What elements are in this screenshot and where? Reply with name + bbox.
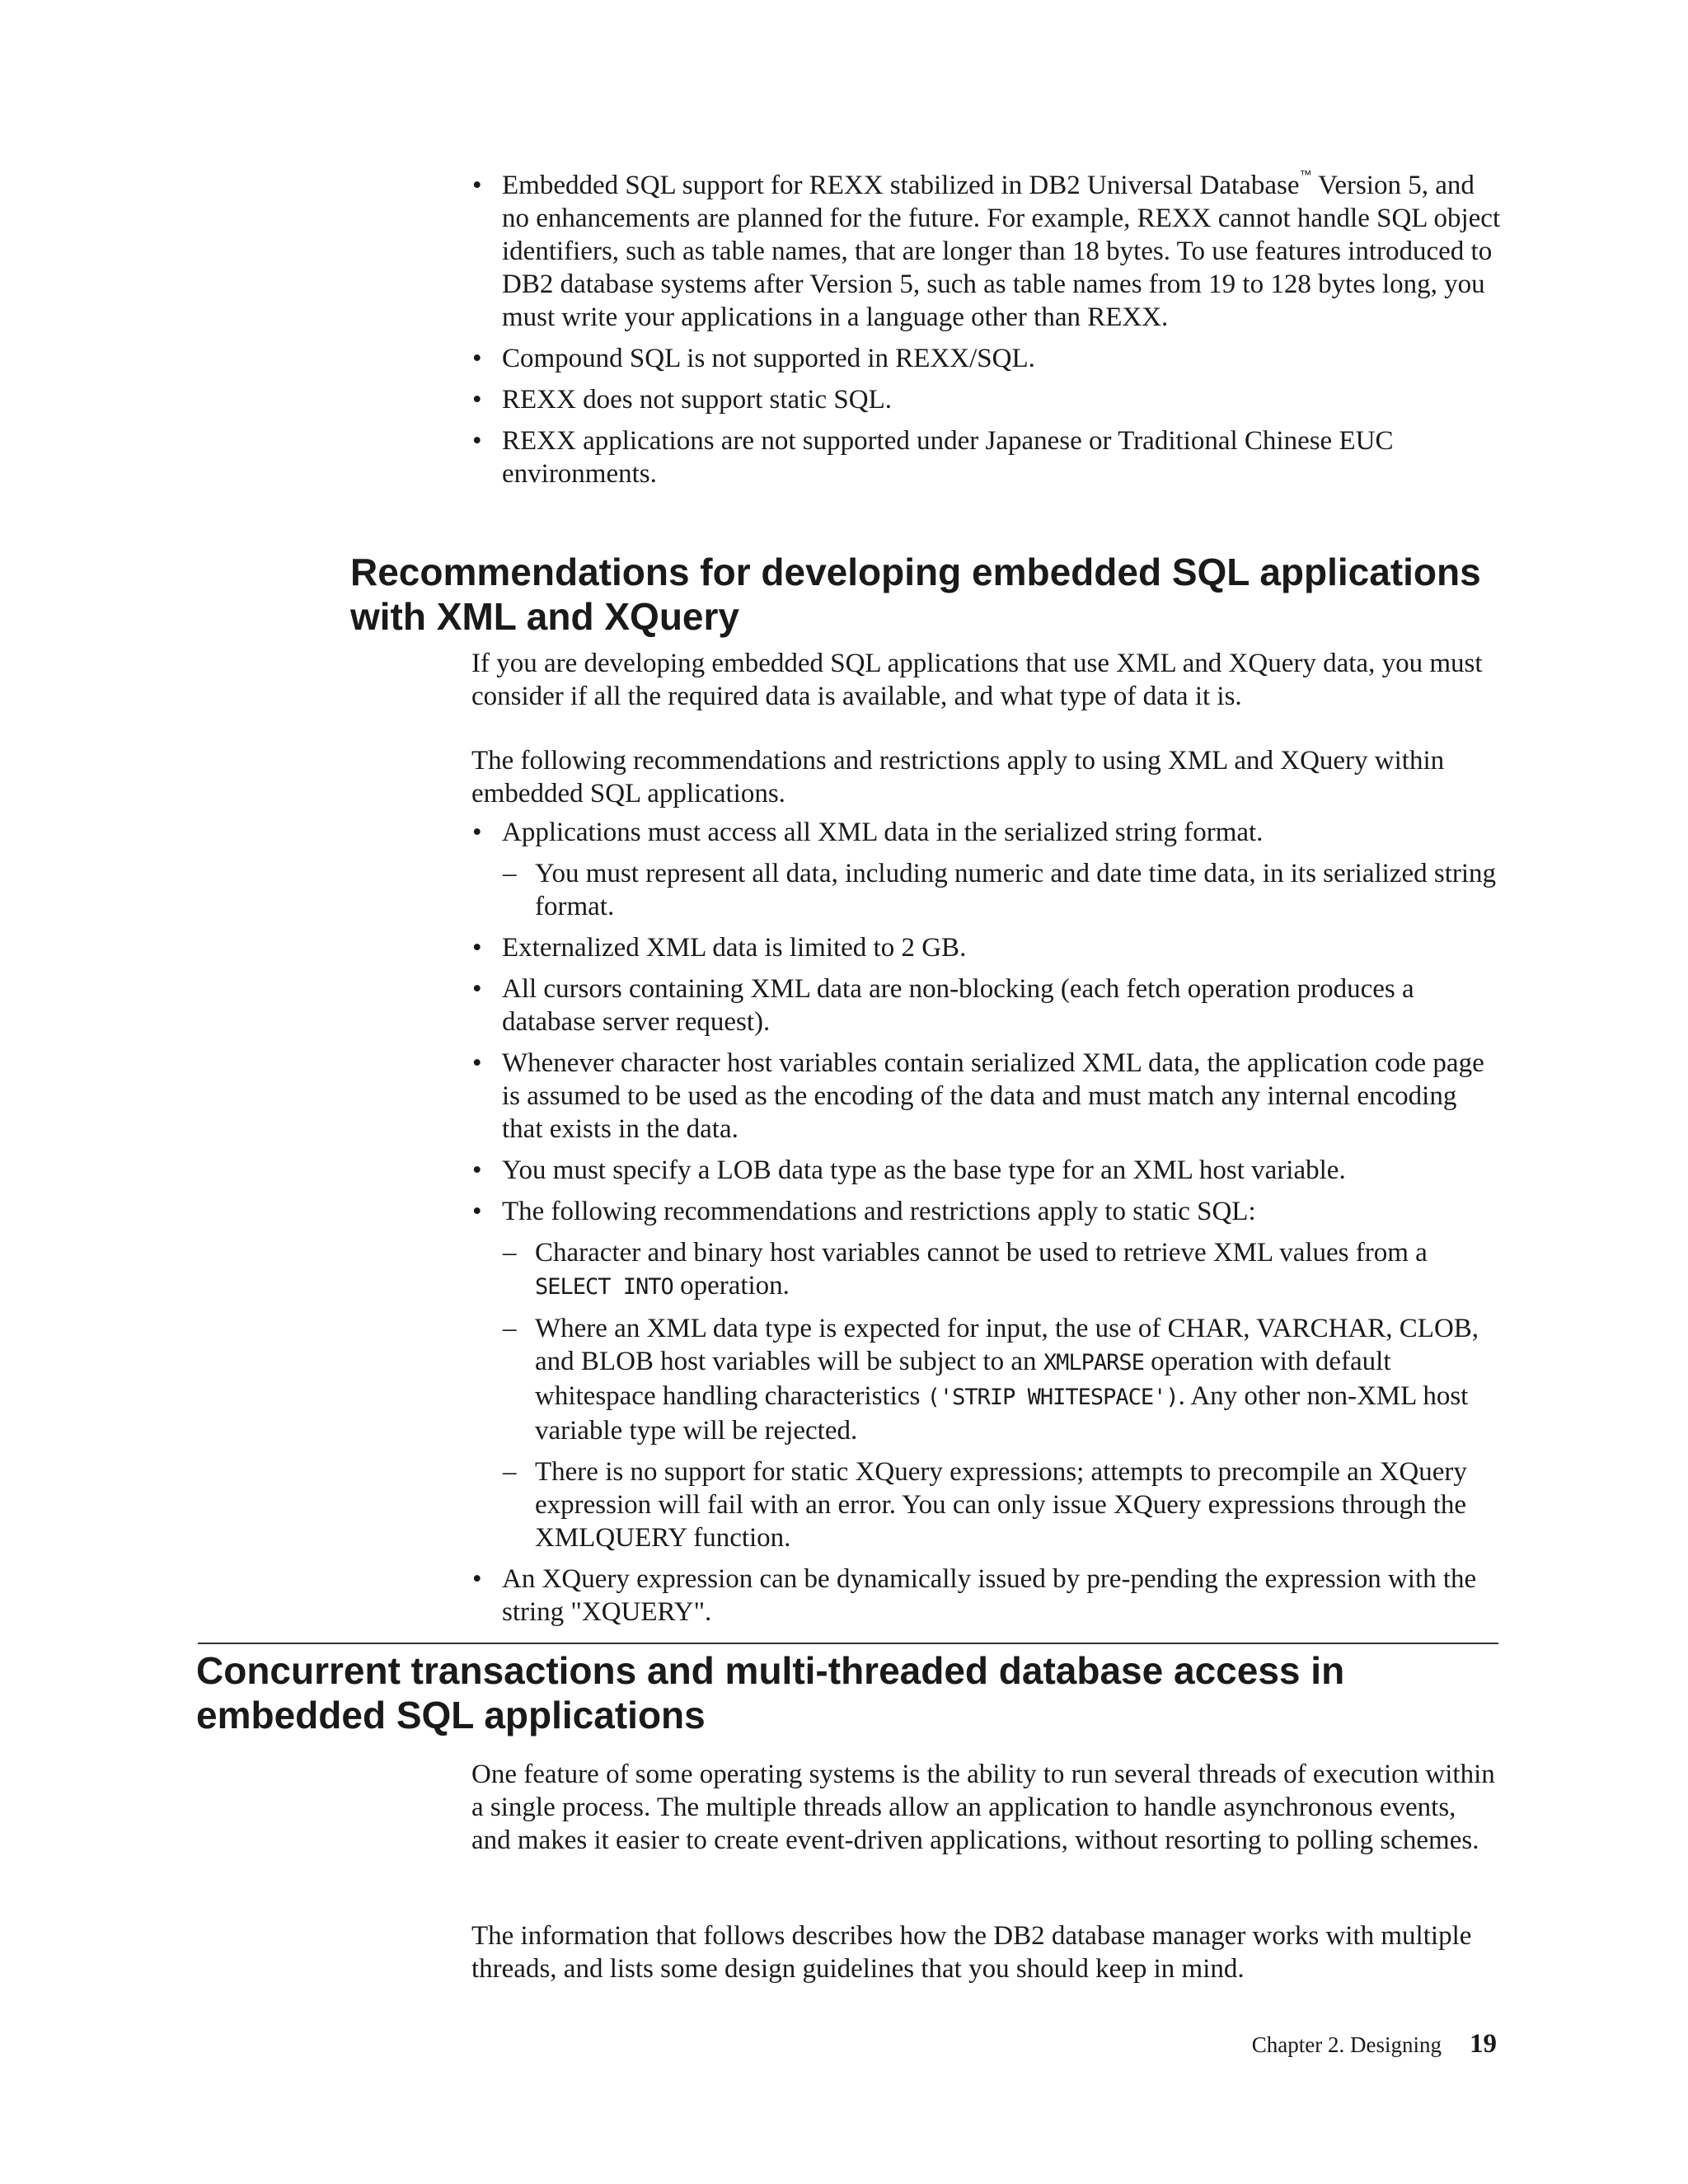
list-item-text: REXX does not support static SQL. (502, 385, 892, 415)
trademark-symbol: ™ (1299, 168, 1312, 182)
bullet-marker: • (472, 818, 482, 847)
list-item-text: You must specify a LOB data type as the base type for an XML host variable. (502, 1155, 1346, 1185)
footer-chapter-label: Chapter 2. Designing (1251, 2032, 1442, 2057)
dash-marker: – (503, 859, 517, 888)
list-item-text: operation with default whitespace handling characteristics (535, 1347, 1391, 1411)
dash-marker: – (503, 1314, 517, 1343)
list-item-text: Version 5, and no enhancements are planned for the future. For example, REXX cannot handle SQL object identifiers, such as table names, that are longer than 18 bytes. To use features introduced to DB2 database systems after Version 5, such as table names from 19 to 128 bytes long, you must write your applications in a language other than REXX. (502, 171, 1501, 332)
list-item (471, 1563, 1502, 1629)
list-item-text: operation. (673, 1271, 790, 1301)
section-paragraph: The information that follows describes how the DB2 database manager works with multiple threads, and lists some design guidelines that you should keep in mind. (471, 1921, 1472, 1984)
code-select-into: SELECT INTO (535, 1274, 673, 1300)
list-item-text: All cursors containing XML data are non-blocking (each fetch operation produces a database server request). (502, 974, 1414, 1037)
list-item-text: Applications must access all XML data in the serialized string format. (502, 818, 1264, 847)
list-item (471, 383, 1502, 416)
list-item-text: An XQuery expression can be dynamically issued by pre-pending the expression with the string "XQUERY". (502, 1564, 1477, 1627)
bullet-marker: • (472, 385, 482, 415)
list-item-text: The following recommendations and restrictions apply to static SQL: (502, 1197, 1256, 1226)
list-item (471, 1047, 1502, 1146)
xml-recommendations-list (471, 816, 1502, 1637)
sub-list-item (471, 1455, 1502, 1554)
list-item (471, 931, 1502, 964)
bullet-marker: • (472, 1155, 482, 1185)
list-item-text: You must represent all data, including numeric and date time data, in its serialized string format. (535, 859, 1497, 921)
section-heading-xml-xquery: Recommendations for developing embedded SQL applications with XML and XQuery (350, 551, 1481, 638)
list-item (471, 1195, 1502, 1228)
section-paragraph: One feature of some operating systems is the ability to run several threads of execution within a single process. The multiple threads allow an application to handle asynchronous events, and makes it easier to create event-driven applications, without resorting to polling schemes. (471, 1760, 1495, 1855)
list-item (471, 342, 1502, 375)
list-item-text: There is no support for static XQuery expressions; attempts to precompile an XQuery expression will fail with an error. You can only issue XQuery expressions through the XMLQUERY function. (535, 1457, 1467, 1553)
list-item (471, 1154, 1502, 1187)
section-paragraph: The following recommendations and restrictions apply to using XML and XQuery within embedded SQL applications. (471, 746, 1445, 808)
sub-list-item (471, 1236, 1502, 1304)
code-strip-whitespace: ('STRIP WHITESPACE') (926, 1385, 1179, 1410)
bullet-marker: • (472, 933, 482, 963)
list-item (471, 972, 1502, 1038)
bullet-marker: • (472, 1197, 482, 1226)
section-divider (198, 1643, 1498, 1644)
bullet-marker: • (472, 171, 482, 200)
bullet-marker: • (472, 344, 482, 373)
section-heading-concurrent-transactions: Concurrent transactions and multi-threaded database access in embedded SQL applications (196, 1649, 1345, 1736)
list-item-text: . Any other non-XML host variable type will be rejected. (535, 1381, 1469, 1446)
rexx-restrictions-list (471, 169, 1502, 499)
section-intro-paragraph: If you are developing embedded SQL applications that use XML and XQuery data, you must consider if all the required data is available, and what type of data it is. (471, 649, 1483, 711)
page-number: 19 (1470, 2029, 1497, 2059)
bullet-marker: • (472, 1564, 482, 1594)
sub-list-item (471, 1312, 1502, 1447)
bullet-marker: • (472, 426, 482, 456)
list-item-text: Where an XML data type is expected for input, the use of CHAR, VARCHAR, CLOB, and BLOB host variables will be subject to an (535, 1314, 1479, 1376)
bullet-marker: • (472, 1048, 482, 1078)
list-item-text: Externalized XML data is limited to 2 GB. (502, 933, 967, 963)
list-item-text: Embedded SQL support for REXX stabilized in DB2 Universal Database (502, 171, 1300, 200)
dash-marker: – (503, 1238, 517, 1268)
list-item (471, 816, 1502, 849)
list-item (471, 169, 1502, 334)
bullet-marker: • (472, 974, 482, 1004)
list-item (471, 424, 1502, 490)
code-xmlparse: XMLPARSE (1043, 1350, 1144, 1376)
list-item-text: Whenever character host variables contain serialized XML data, the application code page is assumed to be used as the encoding of the data and must match any internal encoding that exists in the data. (502, 1048, 1484, 1144)
dash-marker: – (503, 1457, 517, 1487)
page-footer (1252, 2029, 1497, 2060)
list-item-text: Character and binary host variables cannot be used to retrieve XML values from a (535, 1238, 1428, 1268)
sub-list-item (471, 857, 1502, 923)
list-item-text: Compound SQL is not supported in REXX/SQL. (502, 344, 1035, 373)
list-item-text: REXX applications are not supported under Japanese or Traditional Chinese EUC environments. (502, 426, 1394, 489)
